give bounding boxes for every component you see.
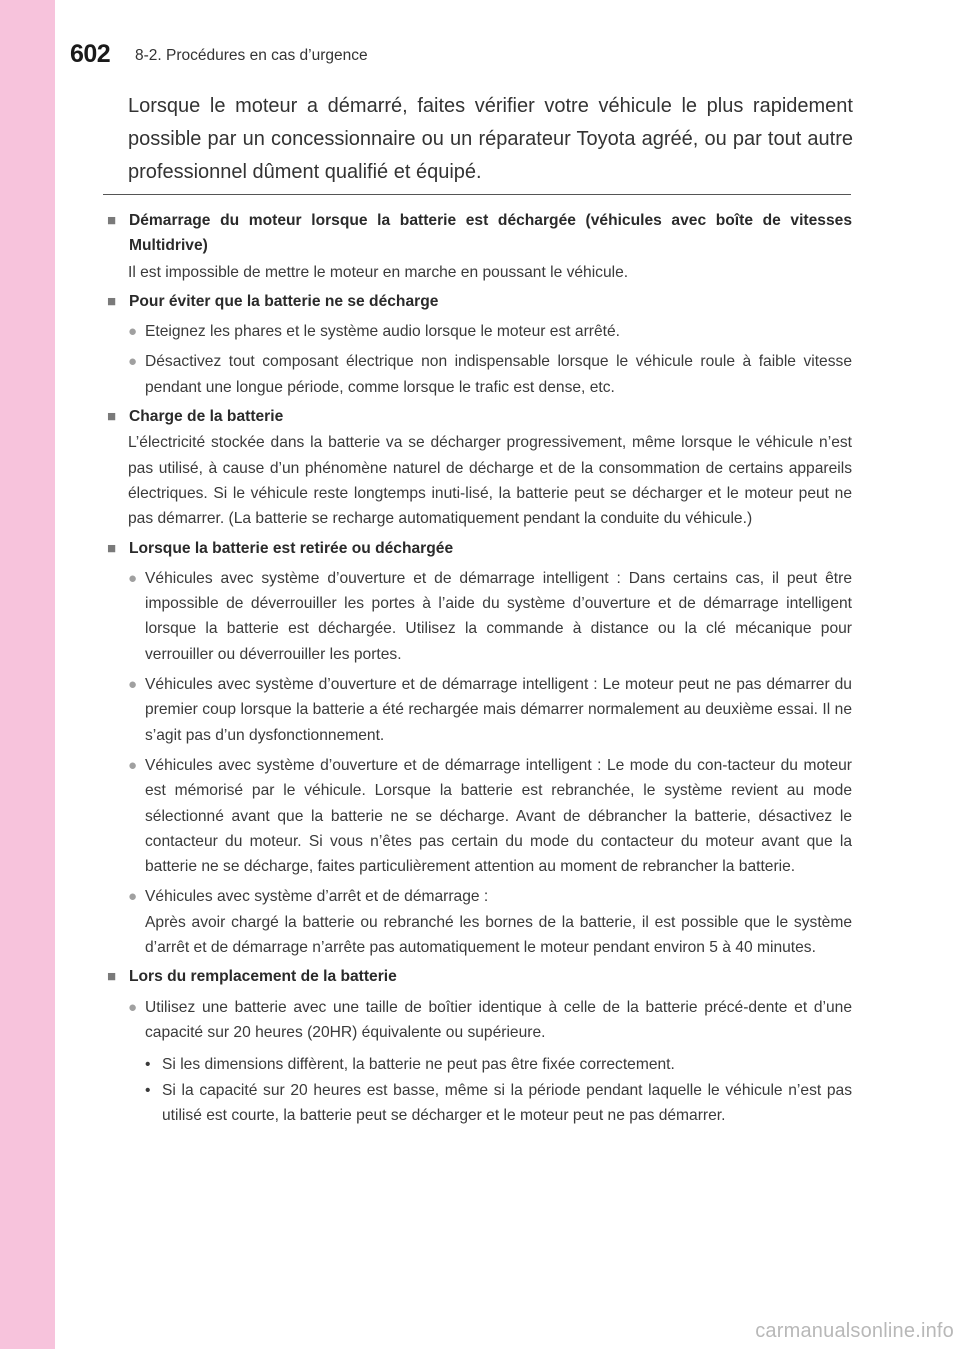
circle-bullet-icon: ● — [128, 756, 138, 774]
list-item-text: Véhicules avec système d’arrêt et de démarrage : Après avoir chargé la batterie ou rebranché les bornes de la batterie, il est possible que le système d’arrêt et de démarrage n’arrête pas automatiquement le moteur pendant environ 5 à 40 minutes. — [145, 888, 852, 957]
note-section — [107, 536, 852, 961]
note-section — [107, 404, 852, 531]
note-heading — [107, 208, 852, 259]
intro-block — [128, 90, 853, 189]
note-heading-text: Pour éviter que la batterie ne se décharge — [129, 292, 439, 310]
notes-list — [107, 208, 852, 1132]
section-divider — [103, 194, 851, 195]
square-bullet-icon: ■ — [107, 539, 117, 557]
circle-bullet-icon: ● — [128, 569, 138, 587]
note-section — [107, 964, 852, 1128]
square-bullet-icon: ■ — [107, 292, 117, 310]
sub-list-item — [145, 1052, 852, 1077]
note-heading — [107, 404, 852, 429]
circle-bullet-icon: ● — [128, 998, 138, 1016]
note-paragraph: L’électricité stockée dans la batterie va se décharger progressivement, même lorsque le véhicule n’est pas utilisé, à cause d’un phénomène naturel de décharge et de la consommation de certains appareils électriques. Si le véhicule reste longtemps inuti-lisé, la batterie peut se décharger et le moteur peut ne pas démarrer. (La batterie se recharge automatiquement pendant la conduite du véhicule.) — [128, 434, 852, 528]
note-section — [107, 289, 852, 400]
circle-bullet-icon: ● — [128, 888, 138, 906]
note-heading-text: Charge de la batterie — [129, 408, 284, 426]
note-heading — [107, 289, 852, 314]
note-section — [107, 208, 852, 285]
pink-side-tab — [0, 0, 55, 1349]
list-item-text: Véhicules avec système d’ouverture et de démarrage intelligent : Le mode du con-tacteur du moteur est mémorisé par le véhicule. Lorsque la batterie est rebranchée, le système revient au mode sélectionné avant que la batterie ne se décharge. Avant de débrancher la batterie, désactivez le contacteur du moteur. Si vous n’êtes pas certain du mode du contacteur du moteur avant que la batterie ne se décharge, faites particulièrement attention au moment de rebrancher la batterie. — [145, 756, 852, 876]
note-heading-text: Lors du remplacement de la batterie — [129, 968, 397, 986]
page-number: 602 — [70, 40, 111, 68]
sub-list-item — [145, 1078, 852, 1129]
list-item — [128, 319, 852, 344]
page-header — [55, 0, 960, 84]
circle-bullet-icon: ● — [128, 323, 138, 341]
note-paragraph: Il est impossible de mettre le moteur en marche en poussant le véhicule. — [128, 263, 629, 281]
list-item — [128, 884, 852, 960]
list-item — [128, 566, 852, 667]
list-item — [128, 995, 852, 1046]
sub-list-item-text: Si la capacité sur 20 heures est basse, même si la période pendant laquelle le véhicule n’est pas utilisé est courte, la batterie peut se décharger et le moteur peut ne pas démarrer. — [162, 1081, 852, 1124]
square-bullet-icon: ■ — [107, 212, 117, 229]
list-item-text: Eteignez les phares et le système audio lorsque le moteur est arrêté. — [145, 323, 620, 341]
sub-list — [145, 1052, 852, 1128]
list-item-text: Désactivez tout composant électrique non indispensable lorsque le véhicule roule à faible vitesse pendant une longue période, comme lorsque le trafic est dense, etc. — [145, 353, 852, 396]
list-item — [128, 349, 852, 400]
note-heading-text: Lorsque la batterie est retirée ou déchargée — [129, 539, 454, 557]
small-bullet-icon: • — [145, 1056, 151, 1074]
list-item-text: Véhicules avec système d’ouverture et de démarrage intelligent : Le moteur peut ne pas démarrer du premier coup lorsque la batterie a été rechargée mais démarrer normalement au deuxième essai. Il ne s’agit pas d’un dysfonctionnement. — [145, 676, 852, 744]
small-bullet-icon: • — [145, 1081, 151, 1099]
note-heading — [107, 964, 852, 989]
watermark: carmanualsonline.info — [755, 1320, 954, 1342]
note-heading-text: Démarrage du moteur lorsque la batterie est déchargée (véhicules avec boîte de vitesses Multidrive) — [129, 212, 852, 255]
square-bullet-icon: ■ — [107, 968, 117, 986]
circle-bullet-icon: ● — [128, 353, 138, 371]
circle-bullet-icon: ● — [128, 676, 138, 694]
sub-list-item-text: Si les dimensions diffèrent, la batterie ne peut pas être fixée correctement. — [162, 1056, 675, 1074]
list-item — [128, 672, 852, 748]
square-bullet-icon: ■ — [107, 408, 117, 426]
list-item-text: Véhicules avec système d’ouverture et de démarrage intelligent : Dans certains cas, il peut être impossible de déverrouiller les portes à l’aide du système d’ouverture et de démarrage intelligent lorsque la batterie est déchargée. Utilisez la commande à distance ou la clé mécanique pour verrouiller ou déverrouiller les portes. — [145, 569, 852, 663]
note-heading — [107, 536, 852, 561]
intro-paragraph: Lorsque le moteur a démarré, faites vérifier votre véhicule le plus rapidement possible par un concessionnaire ou un réparateur Toyota agréé, ou par tout autre professionnel dûment qualifié et équipé. — [128, 95, 853, 183]
list-item-text: Utilisez une batterie avec une taille de boîtier identique à celle de la batterie précé-dente et d’une capacité sur 20 heures (20HR) équivalente ou supérieure. — [145, 998, 852, 1041]
list-item — [128, 753, 852, 879]
section-title: 8-2. Procédures en cas d’urgence — [135, 47, 368, 64]
